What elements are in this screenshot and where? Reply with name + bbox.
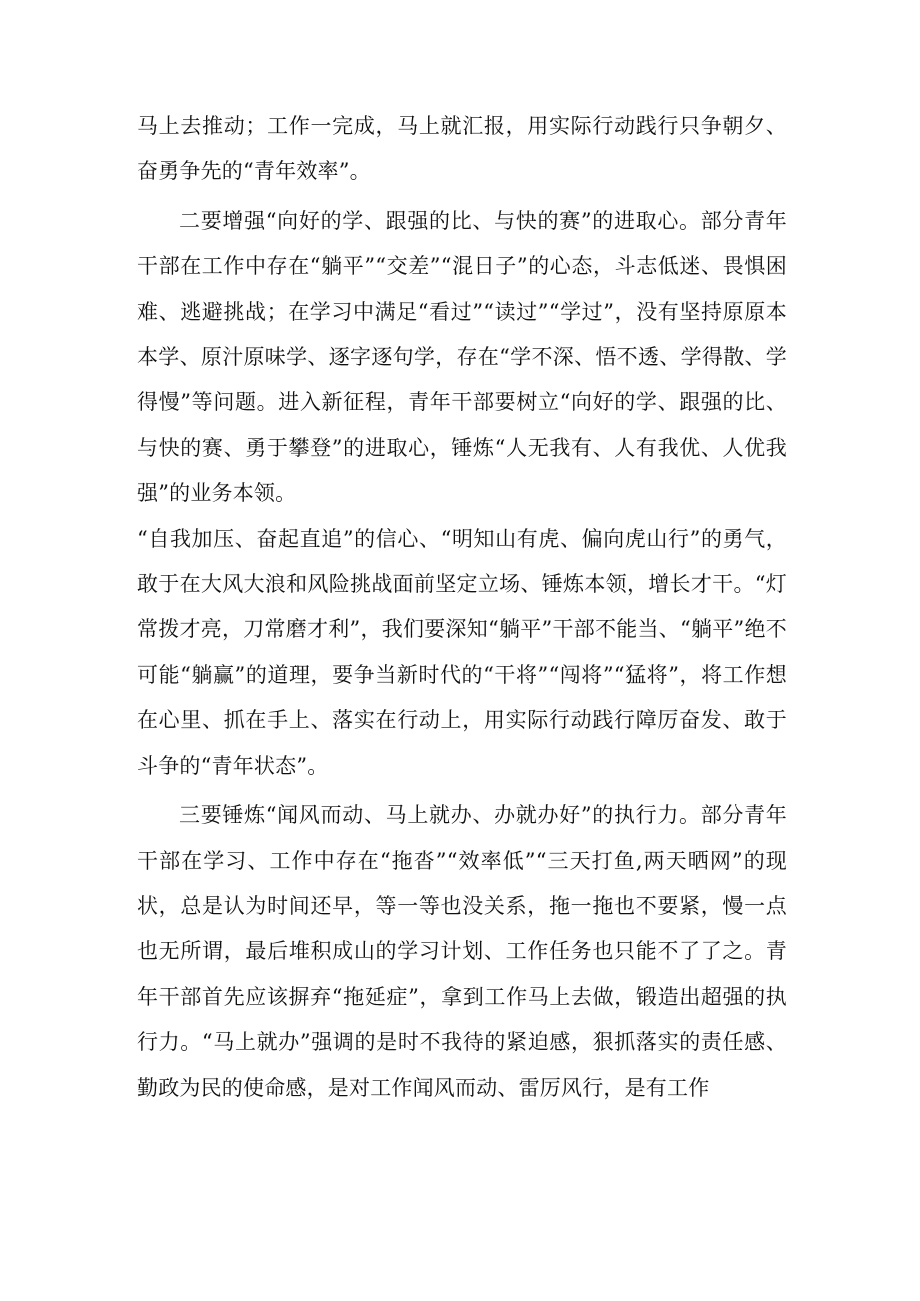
paragraph-courage: “自我加压、奋起直追”的信心、“明知山有虎、偏向虎山行”的勇气，敢于在大风大浪和风险挑战面前坚定立场、锤炼本领，增长才干。“灯常拨才亮，刀常磨才利”，我们要深知“躺平”干部不能当、“躺平”绝不可能“躺赢”的道理，要争当新时代的“干将”“闯将”“猛将”，将工作想在心里、抓在手上、落实在行动上，用实际行动践行障厉奋发、敢于斗争的“青年状态”。 — [137, 526, 787, 778]
document-body — [137, 104, 787, 1111]
paragraph-point-three: 三要锤炼“闻风而动、马上就办、办就办好”的执行力。部分青年干部在学习、工作中存在“拖沓”“效率低”“三天打鱼,两天晒网”的现状，总是认为时间还早，等一等也没关系，拖一拖也不要紧，慢一点也无所谓，最后堆积成山的学习计划、工作任务也只能不了了之。青年干部首先应该摒弃“拖延症”，拿到工作马上去做，锻造出超强的执行力。“马上就办”强调的是时不我待的紧迫感，狠抓落实的责任感、勤政为民的使命感，是对工作闻风而动、雷厉风行，是有工作 — [137, 803, 787, 1100]
paragraph-continuation: 马上去推动；工作一完成，马上就汇报，用实际行动践行只争朝夕、奋勇争先的“青年效率”。 — [137, 114, 787, 184]
paragraph-point-two: 二要增强“向好的学、跟强的比、与快的赛”的进取心。部分青年干部在工作中存在“躺平”“交差”“混日子”的心态，斗志低迷、畏惧困难、逃避挑战；在学习中满足“看过”“读过”“学过”，没有坚持原原本本学、原汁原味学、逐字逐句学，存在“学不深、悟不透、学得散、学得慢”等问题。进入新征程，青年干部要树立“向好的学、跟强的比、与快的赛、勇于攀登”的进取心，锤炼“人无我有、人有我优、人优我强”的业务本领。 — [137, 208, 787, 506]
